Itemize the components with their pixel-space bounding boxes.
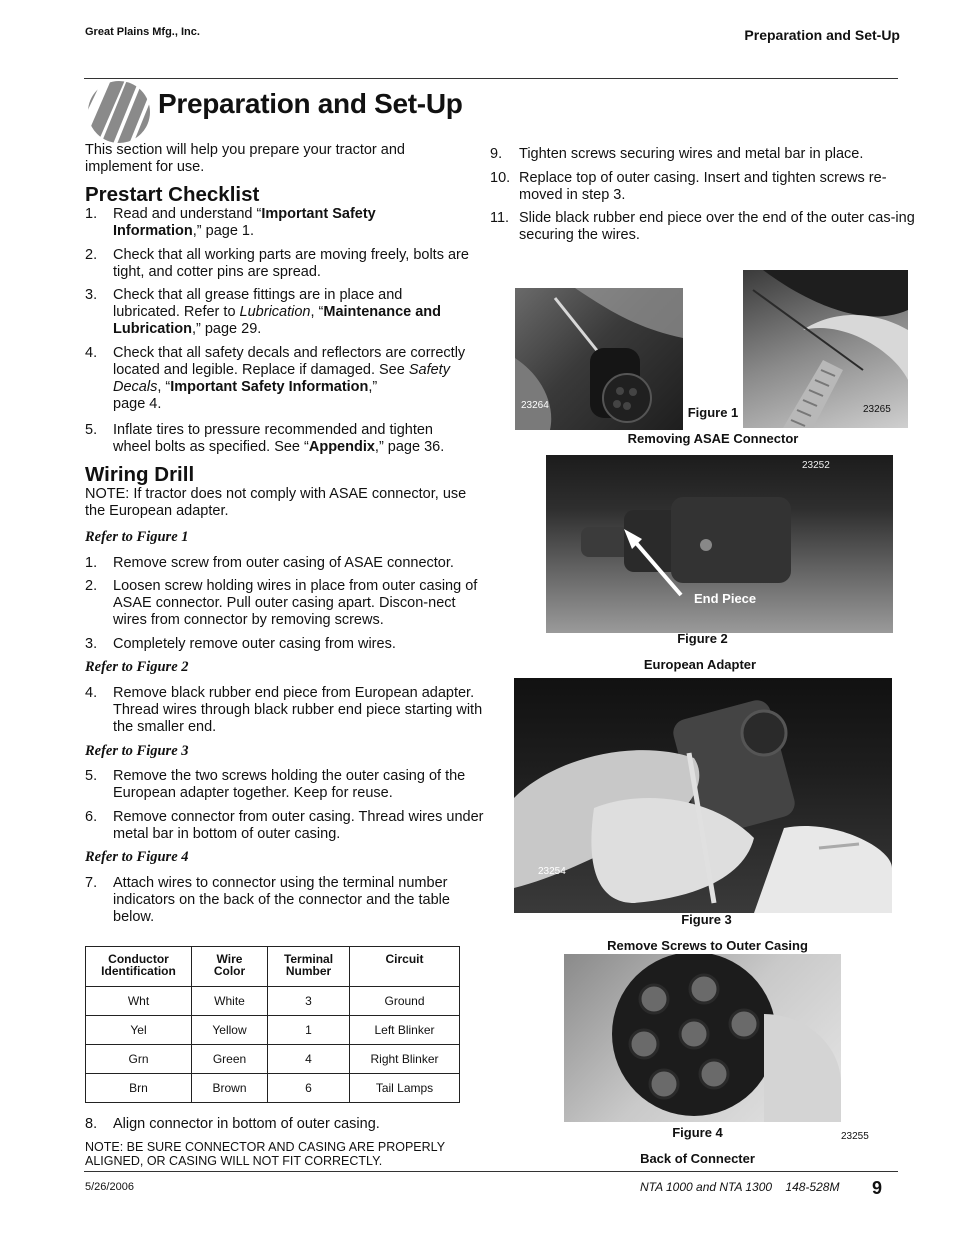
text-run: ,”	[368, 379, 378, 395]
table-header-cell: Circuit	[350, 947, 460, 987]
table-cell: Green	[192, 1045, 268, 1074]
figure-1-left-photo	[515, 288, 683, 430]
text-run: , “	[310, 304, 324, 320]
item-number: 1.	[85, 206, 98, 222]
wiring-steps-e	[85, 1116, 485, 1136]
text-run: ,” page 29.	[191, 321, 262, 337]
wiring-heading: Wiring Drill	[85, 463, 195, 486]
item-text: Align connector in bottom of outer casing.	[113, 1116, 380, 1132]
refer-figure-1: Refer to Figure 1	[85, 529, 189, 545]
item-text	[113, 287, 473, 338]
item-number: 11.	[490, 210, 510, 226]
table-cell: Grn	[86, 1045, 192, 1074]
refer-figure-4: Refer to Figure 4	[85, 849, 189, 865]
prestart-list	[85, 206, 485, 466]
item-text	[113, 422, 473, 456]
figure-3-photo	[514, 678, 892, 913]
item-text: Tighten screws securing wires and metal bar in place.	[519, 146, 864, 162]
figure-3-label: Figure 3	[681, 912, 732, 927]
table-header-cell: Conductor Identification	[86, 947, 192, 987]
wiring-steps-d	[85, 875, 485, 935]
item-text	[113, 345, 485, 413]
item-number: 8.	[85, 1116, 98, 1132]
item-text: Slide black rubber end piece over the end of the outer cas-ing securing the wires.	[519, 210, 915, 243]
table-row	[86, 987, 460, 1016]
photo-id: 23264	[521, 400, 549, 411]
table-row	[86, 1045, 460, 1074]
table-header-cell: Wire Color	[192, 947, 268, 987]
refer-figure-3: Refer to Figure 3	[85, 743, 189, 759]
item-number: 9.	[490, 146, 503, 162]
table-row	[86, 1016, 460, 1045]
photo-id: 23255	[841, 1131, 869, 1142]
text-run: ,” page 36.	[374, 439, 445, 455]
item-number: 1.	[85, 555, 98, 571]
caution-note: NOTE: BE SURE CONNECTOR AND CASING ARE PROPERLY ALIGNED, OR CASING WILL NOT FIT CORRECTLY.	[85, 1140, 445, 1168]
text-run-bold: Important Safety Information	[113, 206, 376, 239]
item-text: Remove the two screws holding the outer casing of the European adapter together. Keep for reuse.	[113, 768, 466, 801]
figure-1-caption: Removing ASAE Connector	[627, 431, 799, 446]
table-cell: White	[192, 987, 268, 1016]
table-cell: 6	[268, 1074, 350, 1103]
table-cell: Yellow	[192, 1016, 268, 1045]
figure-1-label: Figure 1	[687, 405, 739, 420]
wiring-steps-c	[85, 768, 485, 848]
item-text: Check that all working parts are moving freely, bolts are tight, and cotter pins are spread.	[113, 247, 469, 280]
item-number: 5.	[85, 768, 98, 784]
item-text: Remove black rubber end piece from European adapter. Thread wires through black rubber end piece starting with the smaller end.	[113, 685, 483, 735]
text-run: ,” page 1.	[192, 223, 255, 239]
item-number: 4.	[85, 685, 98, 701]
table-cell: 4	[268, 1045, 350, 1074]
text-run: Inflate tires to pressure recommended and tighten wheel bolts as specified. See “	[113, 422, 433, 455]
item-text: Replace top of outer casing. Insert and tighten screws re-moved in step 3.	[519, 170, 887, 203]
photo-id: 23254	[538, 866, 566, 877]
item-number: 10.	[490, 170, 511, 186]
wiring-steps-b	[85, 685, 485, 745]
page-number: 9	[872, 1178, 883, 1198]
table-cell: 1	[268, 1016, 350, 1045]
table-cell: Yel	[86, 1016, 192, 1045]
prestart-heading: Prestart Checklist	[85, 183, 260, 206]
end-piece-callout: End Piece	[694, 591, 757, 606]
item-number: 3.	[85, 636, 98, 652]
table-header-row	[86, 947, 460, 987]
wiring-note: NOTE: If tractor does not comply with ASAE connector, use the European adapter.	[85, 486, 467, 519]
text-run: page 4.	[113, 396, 162, 412]
photo-id: 23252	[802, 460, 830, 471]
wiring-steps-f	[490, 146, 920, 246]
figure-3-caption: Remove Screws to Outer Casing	[607, 938, 808, 953]
table-cell: Brn	[86, 1074, 192, 1103]
figure-4-photo	[564, 954, 841, 1122]
text-run: Read and understand “	[113, 206, 262, 222]
item-text: Completely remove outer casing from wires.	[113, 636, 396, 652]
table-header-cell: Terminal Number	[268, 947, 350, 987]
text-run: , “	[157, 379, 171, 395]
item-text: Remove connector from outer casing. Thread wires under metal bar in bottom of outer casing.	[113, 809, 484, 842]
item-text: Remove screw from outer casing of ASAE connector.	[113, 555, 454, 571]
great-plains-logo-icon	[85, 80, 157, 144]
figure-1-right-photo	[743, 270, 908, 428]
text-run: Check that all grease fittings are in place and lubricated. Refer to	[113, 287, 403, 320]
table-cell: Ground	[350, 987, 460, 1016]
table-cell: Brown	[192, 1074, 268, 1103]
refer-figure-2: Refer to Figure 2	[85, 659, 189, 675]
item-number: 2.	[85, 578, 98, 594]
table-cell: Left Blinker	[350, 1016, 460, 1045]
figure-4-caption: Back of Connecter	[640, 1151, 755, 1166]
photo-id: 23265	[863, 404, 891, 415]
table-cell: Right Blinker	[350, 1045, 460, 1074]
table-row	[86, 1074, 460, 1103]
figure-2-photo	[546, 455, 893, 633]
conductor-table	[85, 946, 460, 1103]
text-run-italic: Safety Decals	[113, 362, 450, 395]
text-run: Check that all safety decals and reflectors are correctly located and legible. Replace if damaged. See	[113, 345, 466, 378]
table-cell: Wht	[86, 987, 192, 1016]
footer-date: 5/26/2006	[85, 1181, 134, 1193]
text-run-bold: Important Safety Information	[170, 379, 369, 395]
page-title: Preparation and Set-Up	[158, 88, 463, 119]
figure-2-label: Figure 2	[677, 631, 728, 646]
header-rule	[84, 78, 898, 79]
table-cell: 3	[268, 987, 350, 1016]
item-number: 3.	[85, 287, 98, 303]
table-cell: Tail Lamps	[350, 1074, 460, 1103]
company-name: Great Plains Mfg., Inc.	[85, 26, 200, 38]
item-text: Loosen screw holding wires in place from outer casing of ASAE connector. Pull outer casing apart. Discon-nect wires from connector by removing screws.	[113, 578, 478, 628]
text-run-italic: Lubrication	[239, 304, 311, 320]
intro-text: This section will help you prepare your tractor and implement for use.	[85, 142, 405, 175]
footer-doc-number: NTA 1000 and NTA 1300 148-528M	[640, 1180, 840, 1194]
item-number: 6.	[85, 809, 98, 825]
text-run-bold: Appendix	[308, 439, 375, 455]
figure-4-label: Figure 4	[672, 1125, 723, 1140]
section-name: Preparation and Set-Up	[744, 27, 900, 43]
item-number: 5.	[85, 422, 98, 438]
item-number: 2.	[85, 247, 98, 263]
text-run-bold: Maintenance and Lubrication	[113, 304, 442, 337]
item-text: Attach wires to connector using the terminal number indicators on the back of the connector and the table below.	[113, 875, 450, 925]
item-number: 7.	[85, 875, 98, 891]
item-number: 4.	[85, 345, 98, 361]
footer-rule	[84, 1171, 898, 1172]
item-text	[113, 206, 403, 240]
figure-2-caption: European Adapter	[643, 657, 757, 672]
